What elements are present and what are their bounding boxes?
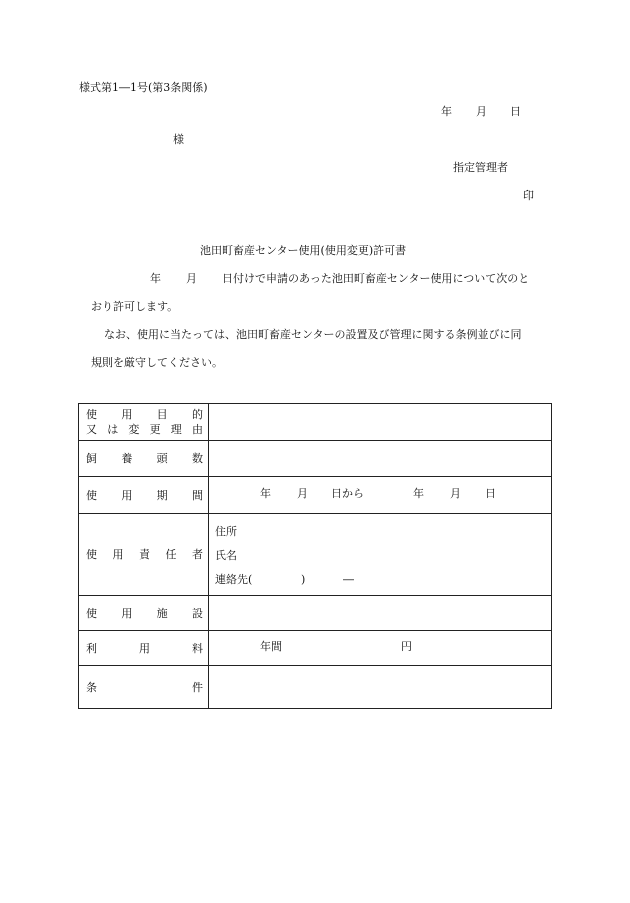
row-facility bbox=[79, 596, 552, 631]
label-fee: 利 用 料 bbox=[79, 631, 209, 666]
date-month: 月 bbox=[476, 105, 487, 118]
body-paragraph-1-line-2: おり許可します。 bbox=[91, 300, 179, 313]
permit-table bbox=[78, 403, 552, 709]
label-conditions: 条 件 bbox=[79, 666, 209, 709]
label-usage-period: 使 用 期 間 bbox=[79, 477, 209, 514]
value-responsible-person[interactable] bbox=[209, 514, 552, 596]
row-livestock-count bbox=[79, 441, 552, 477]
seal-mark: 印 bbox=[523, 189, 534, 202]
body-paragraph-2-line-1: なお、使用に当たっては、池田町畜産センターの設置及び管理に関する条例並びに同 bbox=[104, 328, 522, 341]
row-fee bbox=[79, 631, 552, 666]
body-text: 日付けで申請のあった池田町畜産センター使用について次のと bbox=[222, 272, 530, 285]
value-usage-period[interactable]: 年 月 日から 年 月 日 bbox=[209, 477, 552, 514]
contact-close: ) bbox=[301, 573, 306, 586]
row-usage-period bbox=[79, 477, 552, 514]
address-label: 住所 bbox=[215, 525, 237, 538]
fee-yen: 円 bbox=[401, 640, 412, 653]
name-label: 氏名 bbox=[215, 549, 237, 562]
body-paragraph-1-line-1 bbox=[150, 273, 529, 284]
value-fee[interactable] bbox=[209, 631, 552, 666]
addressee-suffix: 様 bbox=[173, 133, 184, 146]
fee-annual: 年間 bbox=[260, 640, 282, 653]
form-number: 様式第1―1号(第3条関係) bbox=[79, 81, 208, 94]
row-conditions bbox=[79, 666, 552, 709]
date-day: 日 bbox=[510, 105, 521, 118]
issuer-label: 指定管理者 bbox=[453, 161, 508, 174]
label-facility: 使 用 施 設 bbox=[79, 596, 209, 631]
body-month: 月 bbox=[186, 272, 197, 285]
body-year: 年 bbox=[150, 272, 161, 285]
document-title: 池田町畜産センター使用(使用変更)許可書 bbox=[200, 244, 407, 257]
label-livestock-count: 飼 養 頭 数 bbox=[79, 441, 209, 477]
date-year: 年 bbox=[441, 105, 452, 118]
issue-date bbox=[441, 106, 521, 117]
row-responsible-person bbox=[79, 514, 552, 596]
label-responsible-person: 使 用 責 任 者 bbox=[79, 514, 209, 596]
row-purpose bbox=[79, 404, 552, 441]
contact-label: 連絡先( bbox=[215, 573, 253, 586]
value-livestock-count[interactable] bbox=[209, 441, 552, 477]
label-purpose: 使 用 目 的 又 は 変 更 理 由 bbox=[79, 404, 209, 441]
value-facility[interactable] bbox=[209, 596, 552, 631]
value-conditions[interactable] bbox=[209, 666, 552, 709]
value-purpose[interactable] bbox=[209, 404, 552, 441]
body-paragraph-2-line-2: 規則を厳守してください。 bbox=[91, 356, 223, 369]
contact-dash: ― bbox=[343, 573, 354, 586]
